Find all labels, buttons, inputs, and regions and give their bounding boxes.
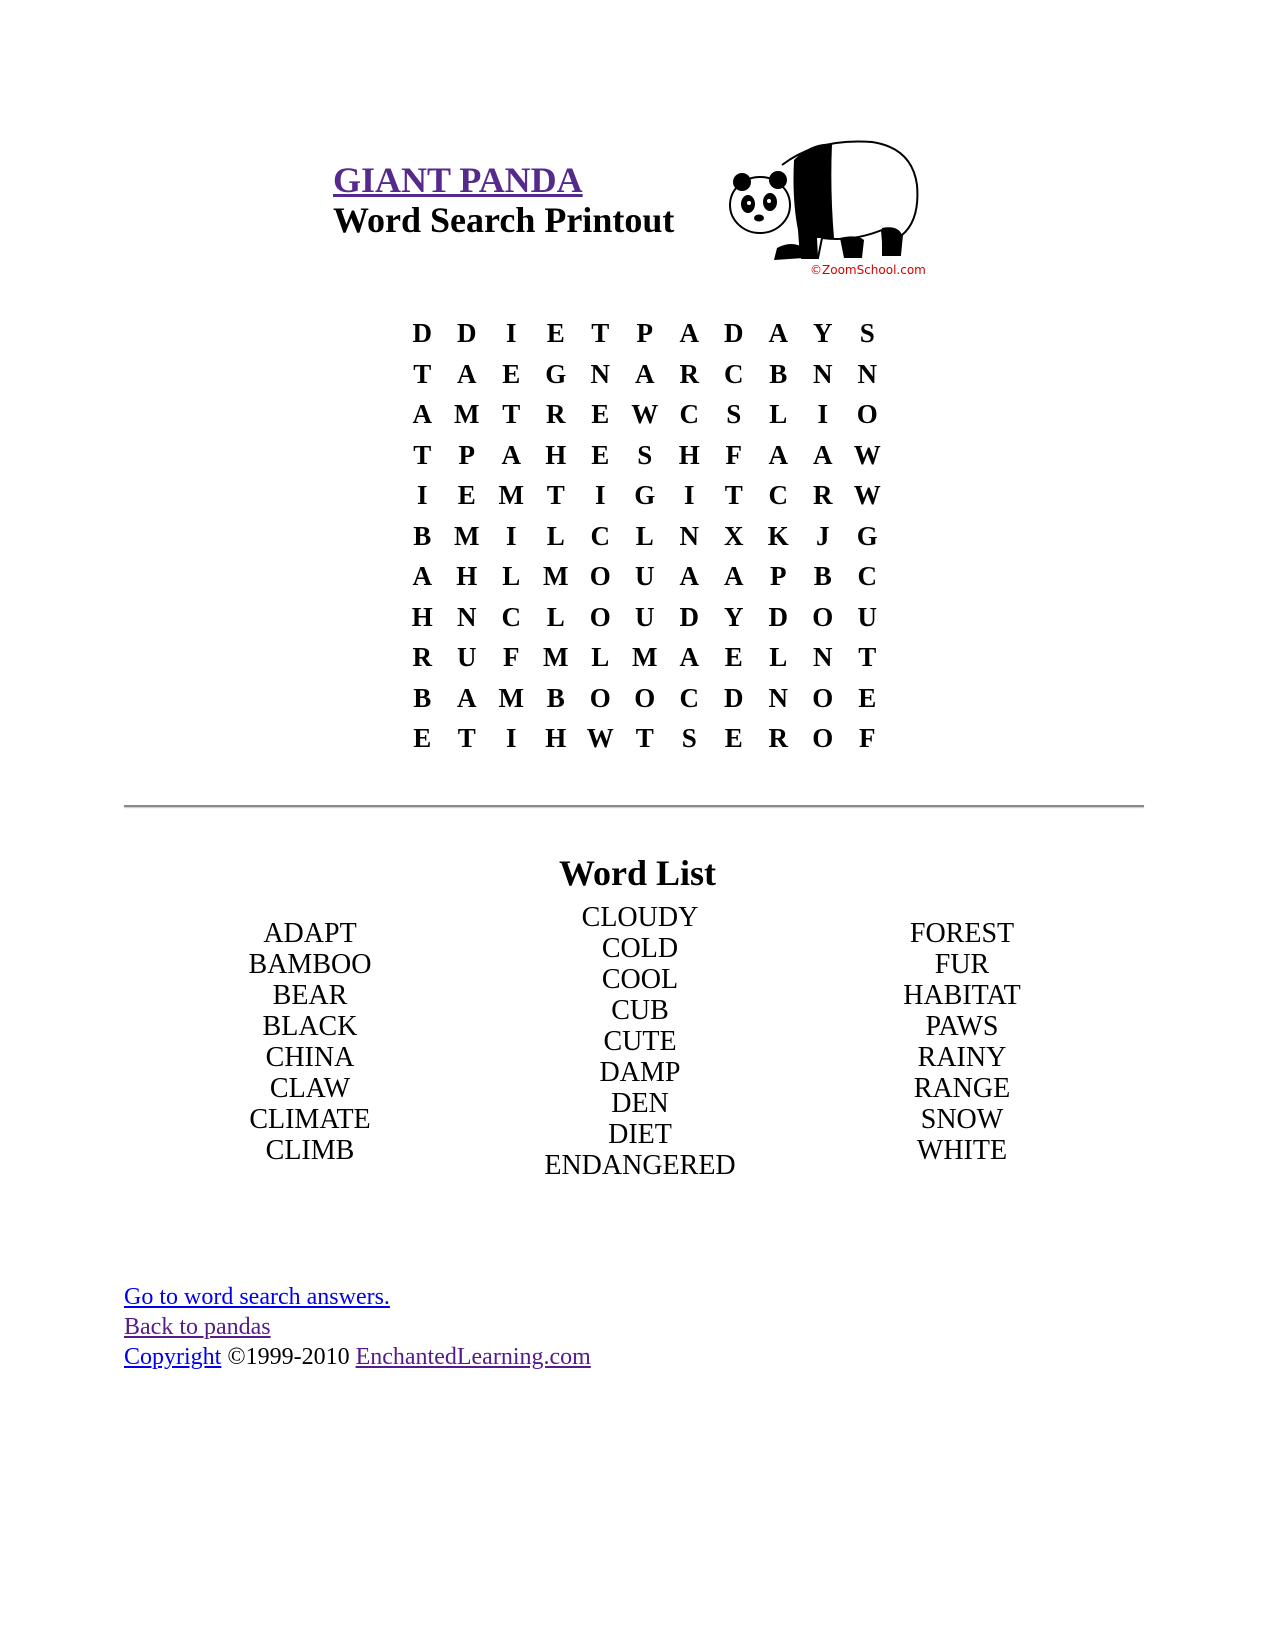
word-list-item: WHITE [916,1135,1008,1166]
word-list-item: CUB [611,995,669,1026]
grid-letter: O [589,601,611,632]
grid-letter: B [546,682,565,713]
grid-letter: P [636,318,653,348]
grid-letter: A [679,642,699,672]
grid-letter: H [411,601,433,632]
grid-letter: F [859,723,876,753]
grid-letter: T [413,358,432,389]
grid-letter: W [586,723,614,753]
grid-letter: P [770,561,787,591]
grid-row [400,602,890,643]
word-list-item: DEN [611,1088,669,1119]
grid-letter: I [683,480,695,510]
grid-letter: A [635,358,655,389]
grid-letter: O [812,601,834,632]
grid-letter: M [543,642,569,672]
grid-letter: C [590,520,610,551]
grid-letter: T [635,723,654,753]
grid-letter: E [457,480,476,510]
grid-letter: E [591,399,610,429]
word-list-column-3 [862,918,1062,1166]
grid-letter: M [454,399,480,429]
grid-letter: R [679,358,699,389]
word-list-item: BEAR [272,980,348,1011]
grid-letter: M [632,642,658,672]
grid-letter: Y [724,601,744,632]
grid-letter: B [813,561,832,591]
grid-letter: D [679,601,699,632]
word-list-item: DIET [608,1119,672,1150]
grid-letter: H [678,439,700,470]
grid-row [400,399,890,440]
grid-letter: B [769,358,788,389]
panda-icon [722,130,932,280]
grid-letter: B [413,520,432,551]
grid-letter: L [591,642,610,672]
word-list-item: CLIMB [265,1135,355,1166]
word-list-item: CLAW [269,1073,351,1104]
grid-letter: U [635,561,655,591]
grid-letter: C [857,561,877,591]
word-list-column-2 [530,902,750,1181]
grid-letter: O [812,723,834,753]
grid-letter: H [545,723,567,753]
grid-letter: G [634,480,656,510]
word-list-column-1 [210,918,410,1166]
word-list-item: COLD [601,933,679,964]
footer [124,1282,591,1372]
grid-letter: N [813,642,833,672]
grid-letter: E [546,318,565,348]
grid-letter: G [856,520,878,551]
word-list-item: SNOW [920,1104,1004,1135]
grid-letter: U [635,601,655,632]
grid-row [400,683,890,724]
grid-letter: S [681,723,697,753]
grid-letter: W [853,480,881,510]
copyright-text: ©1999-2010 [227,1344,350,1370]
word-list-item: CLIMATE [249,1104,371,1135]
grid-letter: T [457,723,476,753]
grid-letter: R [412,642,432,672]
grid-row [400,642,890,683]
grid-letter: H [456,561,478,591]
grid-letter: I [817,399,828,429]
grid-letter: I [505,520,517,551]
grid-letter: M [543,561,569,591]
grid-letter: N [590,358,610,389]
answers-link[interactable]: Go to word search answers. [124,1284,390,1310]
grid-letter: T [591,318,610,348]
grid-letter: E [858,682,877,713]
grid-letter: E [591,439,610,470]
grid-letter: A [501,439,521,470]
grid-letter: I [594,480,606,510]
grid-letter: E [724,642,743,672]
grid-row [400,723,890,764]
page-subtitle: Word Search Printout [333,200,675,240]
word-list-item: COOL [601,964,679,995]
grid-letter: F [725,439,742,470]
grid-letter: O [856,399,878,429]
grid-letter: O [634,682,656,713]
grid-row [400,359,890,400]
grid-letter: N [768,682,788,713]
grid-letter: E [413,723,432,753]
grid-letter: N [813,358,833,389]
grid-letter: S [637,439,653,470]
grid-letter: W [853,439,881,470]
grid-letter: N [857,358,877,389]
word-list-title: Word List [558,853,717,893]
grid-letter: R [813,480,833,510]
grid-letter: A [724,561,744,591]
grid-letter: D [724,682,744,713]
grid-row [400,561,890,602]
grid-letter: T [413,439,432,470]
grid-row [400,440,890,481]
grid-letter: A [813,439,833,470]
grid-row [400,480,890,521]
word-list-item: ENDANGERED [544,1150,736,1181]
word-list-item: RAINY [917,1042,1007,1073]
grid-letter: A [679,318,699,348]
image-credit: ©ZoomSchool.com [810,263,926,277]
grid-letter: I [505,723,517,753]
grid-letter: W [631,399,659,429]
word-list-item: FOREST [909,918,1015,949]
word-list-item: BAMBOO [248,949,372,980]
grid-letter: O [589,561,611,591]
grid-letter: C [501,601,521,632]
grid-letter: C [724,358,744,389]
grid-row [400,521,890,562]
grid-letter: F [503,642,520,672]
word-list-item: ADAPT [263,918,357,949]
grid-letter: I [505,318,517,348]
grid-letter: U [457,642,477,672]
grid-letter: T [724,480,743,510]
word-search-grid [400,318,890,764]
grid-letter: L [546,601,565,632]
grid-letter: B [413,682,432,713]
grid-letter: O [812,682,834,713]
grid-letter: M [498,480,524,510]
page-header [333,160,674,240]
grid-letter: A [457,358,477,389]
grid-letter: H [545,439,567,470]
grid-letter: L [546,520,565,551]
word-list-item: CLOUDY [581,902,699,933]
grid-letter: N [457,601,477,632]
grid-letter: A [679,561,699,591]
grid-letter: D [768,601,788,632]
grid-letter: E [502,358,521,389]
word-list-item: DAMP [599,1057,681,1088]
word-list-item: HABITAT [903,980,1021,1011]
grid-letter: X [724,520,744,551]
grid-letter: C [768,480,788,510]
copyright-link[interactable]: Copyright [124,1344,222,1370]
grid-letter: L [502,561,521,591]
grid-letter: G [545,358,567,389]
grid-letter: A [768,318,788,348]
grid-letter: A [412,399,432,429]
grid-letter: L [769,399,788,429]
grid-letter: R [768,723,788,753]
grid-letter: J [816,520,830,551]
grid-letter: T [858,642,877,672]
back-to-pandas-link[interactable]: Back to pandas [124,1314,271,1340]
site-link[interactable]: EnchantedLearning.com [355,1344,591,1370]
word-list-item: BLACK [262,1011,358,1042]
grid-letter: N [679,520,699,551]
divider [124,805,1144,807]
grid-letter: D [412,318,432,348]
grid-letter: T [502,399,521,429]
word-list-item: FUR [934,949,990,980]
grid-row [400,318,890,359]
grid-letter: A [457,682,477,713]
grid-letter: A [412,561,432,591]
word-list-item: RANGE [913,1073,1011,1104]
grid-letter: S [859,318,875,348]
grid-letter: S [726,399,742,429]
grid-letter: R [546,399,566,429]
grid-letter: O [589,682,611,713]
grid-letter: I [416,480,428,510]
grid-letter: E [724,723,743,753]
grid-letter: Y [813,318,833,348]
grid-letter: M [498,682,524,713]
grid-letter: D [724,318,744,348]
grid-letter: P [458,439,475,470]
grid-letter: T [546,480,565,510]
grid-letter: A [768,439,788,470]
grid-letter: K [767,520,789,551]
word-list-item: CUTE [603,1026,677,1057]
grid-letter: U [857,601,877,632]
word-list-item: PAWS [925,1011,999,1042]
grid-letter: C [679,399,699,429]
word-list-item: CHINA [265,1042,355,1073]
grid-letter: C [679,682,699,713]
grid-letter: L [635,520,654,551]
giant-panda-title-link[interactable]: GIANT PANDA [333,160,583,200]
grid-letter: M [454,520,480,551]
grid-letter: L [769,642,788,672]
grid-letter: D [457,318,477,348]
